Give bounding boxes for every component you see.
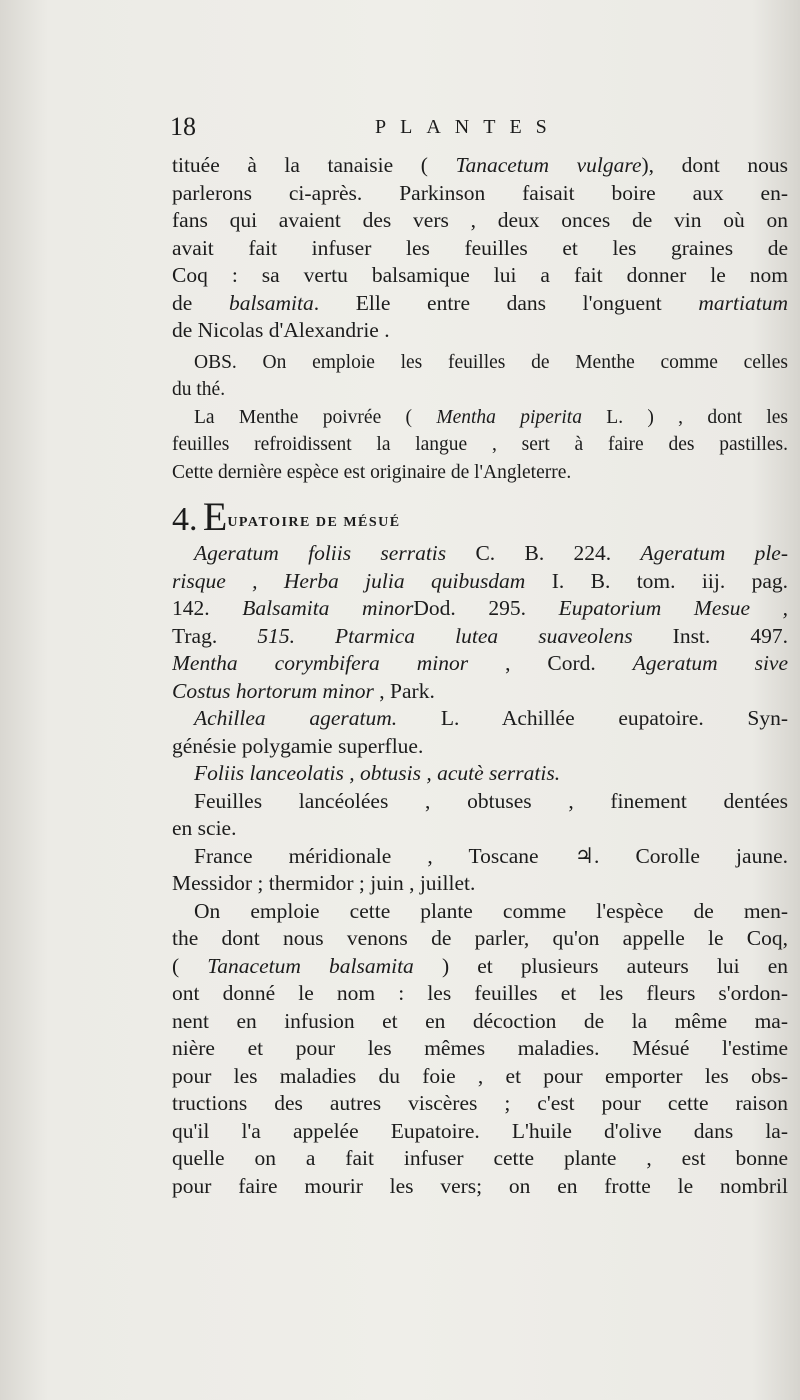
text-line: Coq : sa vertu balsamique lui a fait donner le nom bbox=[172, 263, 788, 287]
text-line: Messidor ; thermidor ; juin , juillet. bbox=[172, 871, 476, 895]
text-line: nent en infusion et en décoction de la même ma- bbox=[172, 1008, 788, 1033]
habitat-paragraph bbox=[172, 843, 788, 898]
text-line: tructions des autres viscères ; c'est pour cette raison bbox=[172, 1091, 788, 1115]
text-line: Feuilles lancéolées , obtuses , finement dentées bbox=[194, 788, 788, 813]
page-number: 18 bbox=[170, 112, 196, 141]
text-line: ont donné le nom : les feuilles et les fleurs s'ordon- bbox=[172, 981, 788, 1005]
text-line: La Menthe poivrée ( Mentha piperita L. ) , dont les bbox=[194, 406, 788, 428]
text-line: tituée à la tanaisie ( Tanacetum vulgare), dont nous bbox=[172, 153, 788, 177]
page-header bbox=[170, 112, 790, 144]
section-heading: 4. EUPATOIRE DE MÉSUÉ bbox=[172, 494, 401, 539]
text-line: On emploie cette plante comme l'espèce de men- bbox=[194, 898, 788, 923]
text-line: 142. Balsamita minorDod. 295. Eupatorium Mesue , bbox=[172, 596, 788, 620]
running-title: PLANTES bbox=[375, 116, 561, 138]
text-line: fans qui avaient des vers , deux onces de vin où on bbox=[172, 208, 788, 232]
synonyms-paragraph bbox=[172, 540, 788, 705]
paragraph-continued bbox=[172, 152, 788, 345]
text-line: avait fait infuser les feuilles et les graines de bbox=[172, 235, 788, 260]
text-line: Mentha corymbifera minor , Cord. Ageratum sive bbox=[172, 651, 788, 675]
text-line: génésie polygamie superflue. bbox=[172, 733, 424, 758]
obs-paragraph bbox=[172, 349, 788, 487]
text-line: de Nicolas d'Alexandrie . bbox=[172, 318, 390, 342]
text-line: du thé. bbox=[172, 379, 226, 400]
text-line: Trag. 515. Ptarmica lutea suaveolens Inst. 497. bbox=[172, 623, 788, 648]
perennial-symbol-icon: ♃ bbox=[574, 843, 594, 868]
section-number: 4 bbox=[172, 501, 189, 538]
text-line: the dont nous venons de parler, qu'on appelle le Coq, bbox=[172, 926, 788, 950]
text-line: de balsamita. Elle entre dans l'onguent martiatum bbox=[172, 290, 788, 315]
text-line: Ageratum foliis serratis C. B. 224. Ageratum ple- bbox=[194, 541, 788, 565]
text-line: pour faire mourir les vers; on en frotte le nombril bbox=[172, 1173, 788, 1198]
linnaean-paragraph bbox=[172, 705, 788, 760]
text-line: ( Tanacetum balsamita ) et plusieurs auteurs lui en bbox=[172, 953, 788, 978]
obs-label: OBS. bbox=[194, 351, 237, 373]
text-line: risque , Herba julia quibusdam I. B. tom. iij. pag. bbox=[172, 568, 788, 593]
text-line: Foliis lanceolatis , obtusis , acutè serratis. bbox=[194, 761, 561, 785]
text-line: Achillea ageratum. L. Achillée eupatoire. Syn- bbox=[194, 706, 788, 730]
text-line: France méridionale , Toscane ♃. Corolle jaune. bbox=[194, 843, 788, 868]
text-line: pour les maladies du foie , et pour emporter les obs- bbox=[172, 1063, 788, 1088]
heading-initial: E bbox=[202, 494, 228, 539]
text-line: feuilles refroidissent la langue , sert à faire des pastilles. bbox=[172, 434, 788, 455]
text-line: parlerons ci-après. Parkinson faisait boire aux en- bbox=[172, 180, 788, 205]
text-line: OBS. On emploie les feuilles de Menthe comme celles bbox=[194, 351, 788, 373]
leaves-paragraph bbox=[172, 760, 788, 843]
text-line: Cette dernière espèce est originaire de l'Angleterre. bbox=[172, 461, 572, 483]
text-line: qu'il l'a appelée Eupatoire. L'huile d'olive dans la- bbox=[172, 1118, 788, 1143]
heading-title: UPATOIRE DE MÉSUÉ bbox=[227, 515, 401, 530]
usage-paragraph bbox=[172, 898, 788, 1201]
text-line: nière et pour les mêmes maladies. Mésué l'estime bbox=[172, 1036, 788, 1060]
text-line: quelle on a fait infuser cette plante , est bonne bbox=[172, 1146, 788, 1170]
text-line: en scie. bbox=[172, 816, 237, 840]
text-line: Costus hortorum minor , Park. bbox=[172, 678, 435, 703]
page-body bbox=[172, 152, 788, 1200]
